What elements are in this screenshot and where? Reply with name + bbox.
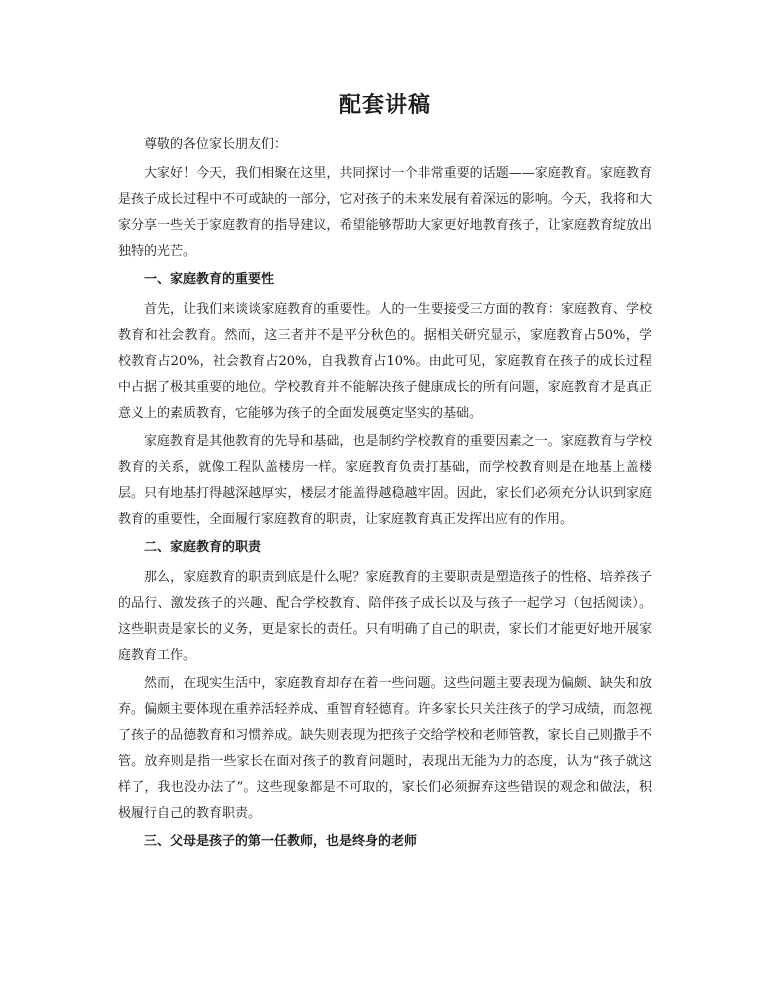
paragraph: 那么，家庭教育的职责到底是什么呢？家庭教育的主要职责是塑造孩子的性格、培养孩子的品行、激发孩子的兴趣、配合学校教育、陪伴孩子成长以及与孩子一起学习（包括阅读）。这些职责是家长的义务，更是家长的责任。只有明确了自己的职责，家长们才能更好地开展家庭教育工作。	[118, 570, 652, 663]
salutation: 尊敬的各位家长朋友们：	[144, 137, 288, 152]
paragraph: 首先，让我们来谈谈家庭教育的重要性。人的一生要接受三方面的教育：家庭教育、学校教育和社会教育。然而，这三者并不是平分秋色的。据相关研究显示，家庭教育占50%，学校教育占20%，社会教育占20%，自我教育占10%。由此可见，家庭教育在孩子的成长过程中占据了极其重要的地位。学校教育并不能解决孩子健康成长的所有问题，家庭教育才是真正意义上的素质教育，它能够为孩子的全面发展奠定坚实的基础。	[118, 302, 652, 421]
intro-paragraph: 大家好！今天，我们相聚在这里，共同探讨一个非常重要的话题——家庭教育。家庭教育是孩子成长过程中不可或缺的一部分，它对孩子的未来发展有着深远的影响。今天，我将和大家分享一些关于家庭教育的指导建议，希望能够帮助大家更好地教育孩子，让家庭教育绽放出独特的光芒。	[118, 166, 652, 259]
paragraph: 然而，在现实生活中，家庭教育却存在着一些问题。这些问题主要表现为偏颇、缺失和放弃。偏颇主要体现在重养活轻养成、重智育轻德育。许多家长只关注孩子的学习成绩，而忽视了孩子的品德教育和习惯养成。缺失则表现为把孩子交给学校和老师管教，家长自己则撒手不管。放弃则是指一些家长在面对孩子的教育问题时，表现出无能为力的态度，认为“孩子就这样了，我也没办法了”。这些现象都是不可取的，家长们必须摒弃这些错误的观念和做法，积极履行自己的教育职责。	[118, 676, 652, 821]
section-heading-importance: 一、家庭教育的重要性	[144, 272, 275, 287]
document-title: 配套讲稿	[338, 92, 431, 118]
section-heading-duties: 二、家庭教育的职责	[144, 540, 262, 555]
paragraph: 家庭教育是其他教育的先导和基础，也是制约学校教育的重要因素之一。家庭教育与学校教育的关系，就像工程队盖楼房一样。家庭教育负责打基础，而学校教育则是在地基上盖楼层。只有地基打得越深越厚实，楼层才能盖得越稳越牢固。因此，家长们必须充分认识到家庭教育的重要性，全面履行家庭教育的职责，让家庭教育真正发挥出应有的作用。	[118, 434, 652, 527]
section-heading-parents-teachers: 三、父母是孩子的第一任教师，也是终身的老师	[144, 834, 418, 849]
